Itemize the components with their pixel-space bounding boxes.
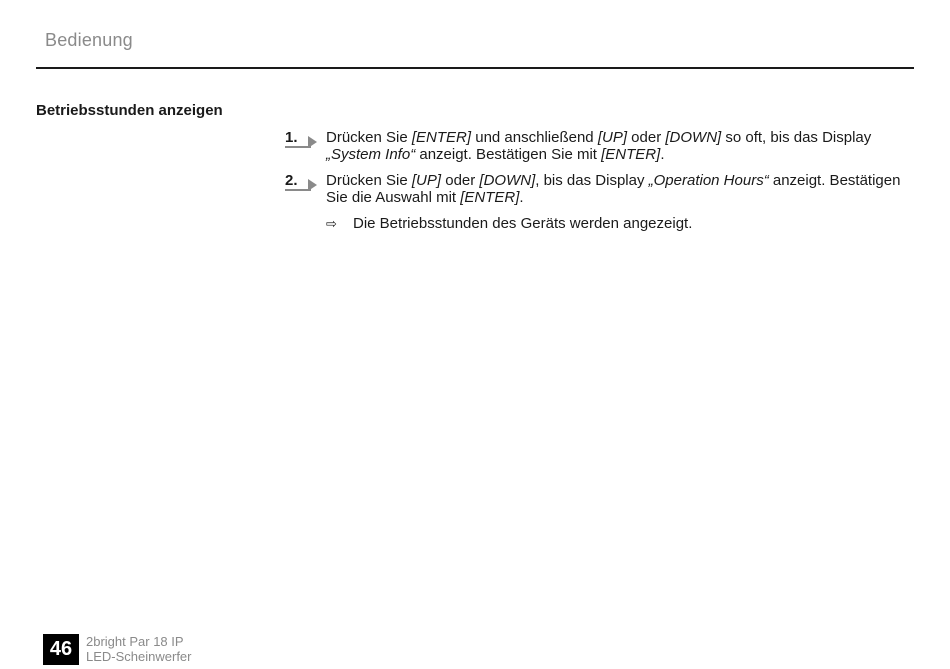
step-text-part: und anschließend [471, 129, 598, 146]
step-key-term: „Operation Hours“ [648, 172, 769, 189]
step-text-part: anzeigt. Bestätigen Sie die Auswahl mit [326, 172, 901, 206]
step-key-term: [DOWN] [665, 129, 722, 146]
step-key-term: [ENTER] [411, 129, 472, 146]
header-divider [36, 67, 914, 69]
step-text-part: , bis das Display [535, 172, 649, 189]
step-key-term: [UP] [411, 172, 442, 189]
step-2 [285, 172, 915, 206]
step-text-part: Drücken Sie [326, 172, 412, 189]
step-number: 1. [285, 129, 298, 146]
step-marker [285, 129, 326, 151]
step-text-part: oder [441, 172, 480, 189]
step-text-part: Drücken Sie [326, 129, 412, 146]
step-key-term: [ENTER] [460, 189, 520, 206]
step-text [326, 129, 915, 163]
footer-product-type: LED-Scheinwerfer [86, 649, 192, 664]
step-text [326, 172, 915, 206]
page-number: 46 [43, 634, 79, 665]
step-arrow-head-icon [308, 179, 317, 191]
step-1 [285, 129, 915, 163]
footer-product-name: 2bright Par 18 IP [86, 634, 184, 649]
step-text-part: oder [627, 129, 666, 146]
step-text-part: . [519, 189, 524, 206]
step-key-term: [ENTER] [601, 146, 661, 163]
footer-product [86, 634, 192, 664]
step-arrow-head-icon [308, 136, 317, 148]
result-arrow-icon: ⇨ [326, 216, 337, 231]
step-marker [285, 172, 326, 194]
step-text-part: so oft, bis das Display [721, 129, 872, 146]
step-key-term: [UP] [597, 129, 628, 146]
step-number: 2. [285, 172, 298, 189]
result-text: Die Betriebsstunden des Geräts werden angezeigt. [353, 215, 693, 232]
step-key-term: „System Info“ [326, 146, 416, 163]
page-header-section: Bedienung [45, 30, 133, 50]
step-text-part: . [660, 146, 665, 163]
step-text-part: anzeigt. Bestätigen Sie mit [415, 146, 602, 163]
section-title: Betriebsstunden anzeigen [36, 102, 223, 119]
step-result [326, 215, 915, 233]
step-key-term: [DOWN] [479, 172, 536, 189]
instruction-steps [285, 129, 915, 233]
